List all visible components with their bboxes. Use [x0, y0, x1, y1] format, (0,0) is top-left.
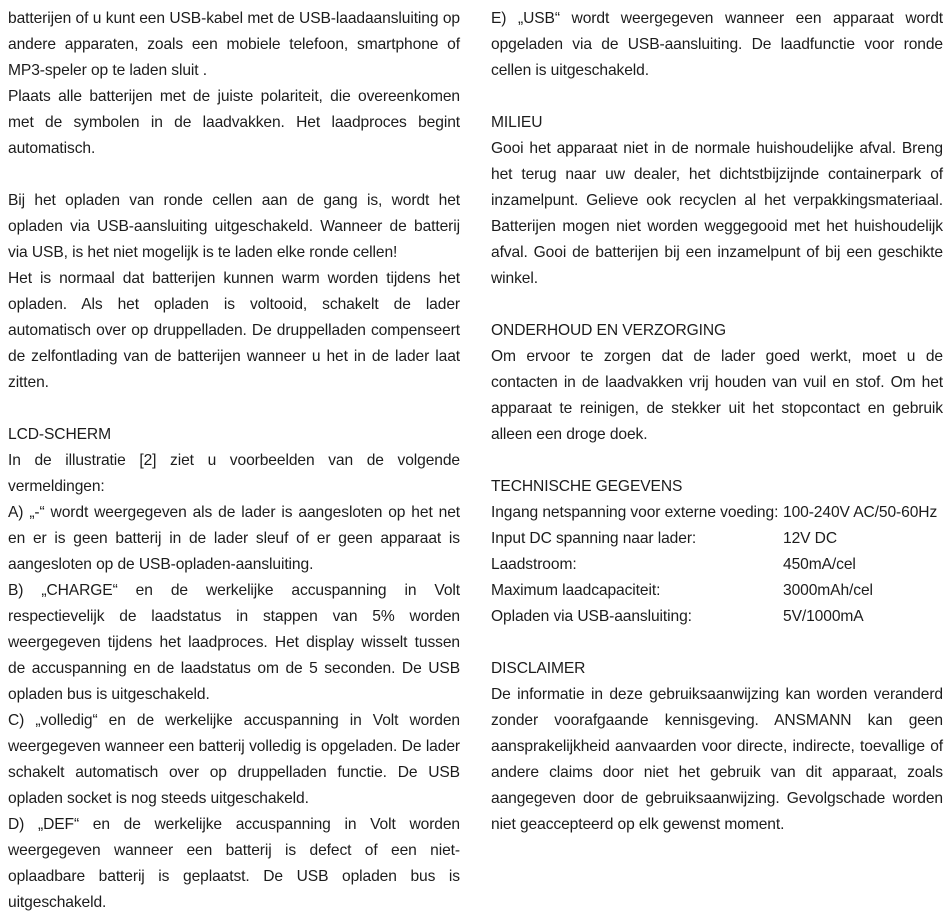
lcd-intro-paragraph: In de illustratie [2] ziet u voorbeelden van de volgende vermeldingen: [8, 452, 460, 495]
technical-specs-table [491, 500, 937, 630]
spec-row [491, 526, 937, 552]
spec-value: 3000mAh/cel [783, 582, 873, 599]
technical-data-heading: TECHNISCHE GEGEVENS [491, 478, 683, 495]
lcd-heading: LCD-SCHERM [8, 426, 111, 443]
disclaimer-heading: DISCLAIMER [491, 660, 586, 677]
spec-label: Maximum laadcapaciteit: [491, 582, 661, 599]
polarity-paragraph: Plaats alle batterijen met de juiste polariteit, die overeenkomen met de symbolen in de laadvakken. Het laadproces begint automatisch. [8, 88, 460, 157]
trickle-charge-paragraph: Het is normaal dat batterijen kunnen warm worden tijdens het opladen. Als het opladen is voltooid, schakelt de lader automatisch over op druppelladen. De druppelladen compenseert de zelfontlading van de batterijen wanneer u het in de lader laat zitten. [8, 270, 460, 391]
spec-label: Opladen via USB-aansluiting: [491, 608, 692, 625]
lcd-item-a: A) „-“ wordt weergegeven als de lader is aangesloten op het net en er is geen batterij in de lader sleuf of er geen apparaat is aangesloten op de USB-opladen-aansluiting. [8, 504, 460, 573]
onderhoud-paragraph: Om ervoor te zorgen dat de lader goed werkt, moet u de contacten in de laadvakken vrij houden van vuil en stof. Om het apparaat te reinigen, de stekker uit het stopcontact en gebruik alleen een droge doek. [491, 348, 943, 443]
spec-row [491, 500, 937, 526]
disclaimer-paragraph: De informatie in deze gebruiksaanwijzing kan worden veranderd zonder voorafgaande kennisgeving. ANSMANN kan geen aansprakelijkheid aanvaarden voor directe, indirecte, toevallige of andere claims door niet het gebruik van dit apparaat, zoals aangegeven door de gebruiksaanwijzing. Gevolgschade worden niet geaccepteerd op elk gewenst moment. [491, 686, 943, 833]
charging-intro-paragraph: batterijen of u kunt een USB-kabel met de USB-laadaansluiting op andere apparaten, zoals een mobiele telefoon, smartphone of MP3-speler op te laden sluit . [8, 10, 460, 79]
lcd-item-b: B) „CHARGE“ en de werkelijke accuspanning in Volt respectievelijk de laadstatus in stappen van 5% worden weergegeven tijdens het laadproces. Het display wisselt tussen de accuspanning en de laadstatus om de 5 seconden. De USB opladen bus is uitgeschakeld. [8, 582, 460, 703]
spec-value: 5V/1000mA [783, 608, 864, 625]
lcd-item-c: C) „volledig“ en de werkelijke accuspanning in Volt worden weergegeven wanneer een batterij volledig is opgeladen. De lader schakelt automatisch over op druppelladen functie. De USB opladen socket is nog steeds uitgeschakeld. [8, 712, 460, 807]
spec-row [491, 552, 937, 578]
milieu-heading: MILIEU [491, 114, 543, 131]
spec-row [491, 604, 937, 630]
spec-label: Input DC spanning naar lader: [491, 530, 697, 547]
lcd-item-d: D) „DEF“ en de werkelijke accuspanning in Volt worden weergegeven wanneer een batterij is defect of een niet-oplaadbare batterij is geplaatst. De USB opladen bus is uitgeschakeld. [8, 816, 460, 911]
milieu-paragraph: Gooi het apparaat niet in de normale huishoudelijke afval. Breng het terug naar uw dealer, het dichtstbijzijnde containerpark of inzamelpunt. Gelieve ook recyclen al het verpakkingsmateriaal. Batterijen mogen niet worden weggegooid met het huishoudelijk afval. Gooi de batterijen bij een inzamelpunt of bij een geschikte winkel. [491, 140, 943, 287]
left-column [8, 6, 460, 916]
spec-value: 12V DC [783, 530, 838, 547]
lcd-item-e: E) „USB“ wordt weergegeven wanneer een apparaat wordt opgeladen via de USB-aansluiting. De laadfunctie voor ronde cellen is uitgeschakeld. [491, 10, 943, 79]
spec-value: 100-240V AC/50-60Hz [783, 504, 938, 521]
spec-label: Laadstroom: [491, 556, 577, 573]
round-cells-paragraph: Bij het opladen van ronde cellen aan de gang is, wordt het opladen via USB-aansluiting uitgeschakeld. Wanneer de batterij via USB, is het niet mogelijk is te laden elke ronde cellen! [8, 192, 460, 261]
right-column [491, 6, 943, 838]
onderhoud-heading: ONDERHOUD EN VERZORGING [491, 322, 727, 339]
spec-value: 450mA/cel [783, 556, 856, 573]
spec-label: Ingang netspanning voor externe voeding: [491, 504, 779, 521]
spec-row [491, 578, 937, 604]
